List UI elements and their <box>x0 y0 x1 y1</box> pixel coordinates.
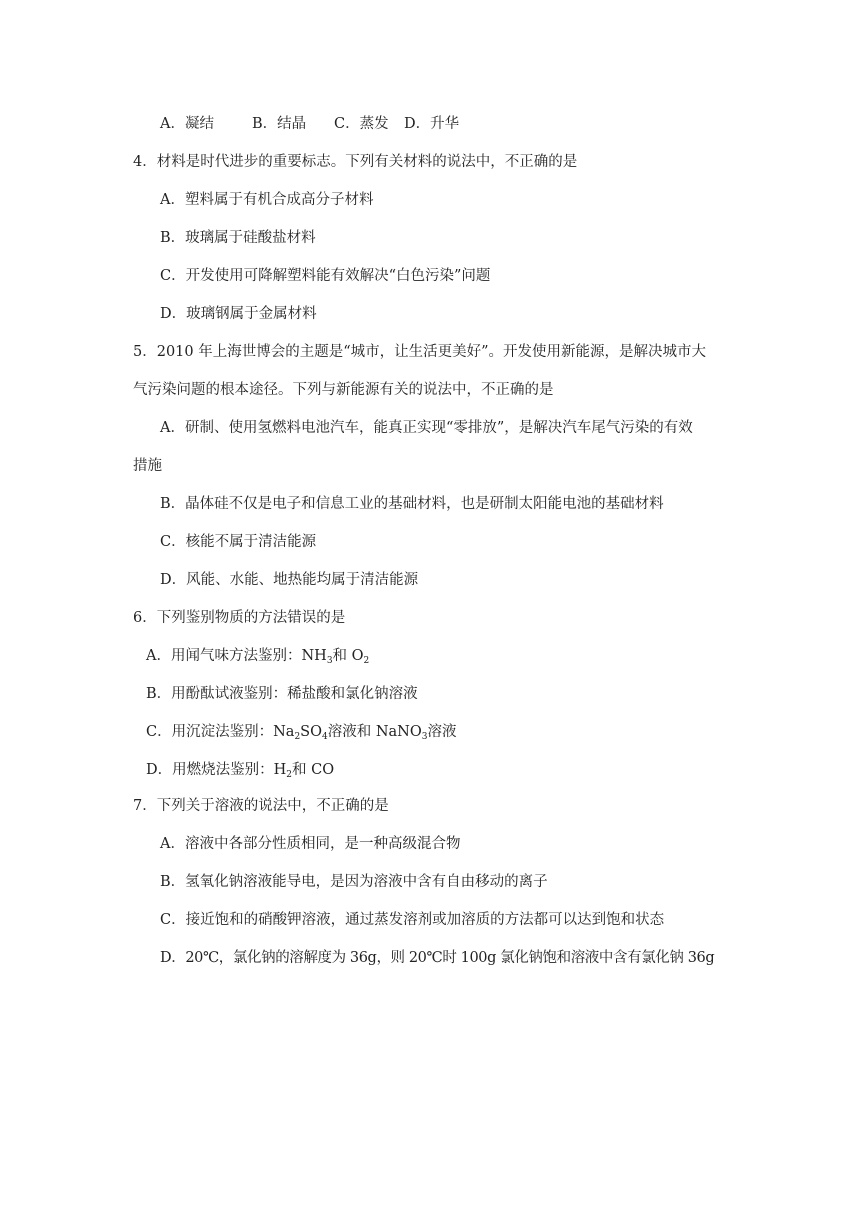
q7-stem: 7．下列关于溶液的说法中，不正确的是 <box>133 798 389 814</box>
q4-option-c: C．开发使用可降解塑料能有效解决“白色污染”问题 <box>160 268 491 284</box>
q6-option-b: B．用酚酞试液鉴别：稀盐酸和氯化钠溶液 <box>146 686 418 702</box>
q3-options <box>160 114 459 134</box>
q5-option-a-line2: 措施 <box>133 458 162 474</box>
q6-option-a <box>146 646 369 666</box>
subscript: 2 <box>294 732 301 742</box>
q6-stem: 6．下列鉴别物质的方法错误的是 <box>133 610 346 626</box>
q6-option-d-text: 和 CO <box>292 762 335 778</box>
q4-option-d: D．玻璃钢属于金属材料 <box>160 306 317 322</box>
subscript: 4 <box>322 732 328 742</box>
subscript: 3 <box>421 732 428 742</box>
q3-option-c: C．蒸发 <box>334 116 389 132</box>
q6-option-c-text: C．用沉淀法鉴别：Na <box>146 724 295 740</box>
q6-option-a-text: A．用闻气味方法鉴别：NH <box>146 648 327 664</box>
q4-option-a: A．塑料属于有机合成高分子材料 <box>160 192 374 208</box>
q5-option-d: D．风能、水能、地热能均属于清洁能源 <box>160 572 419 588</box>
q4-option-b: B．玻璃属于硅酸盐材料 <box>160 230 316 246</box>
q6-option-c <box>146 722 457 742</box>
q5-option-b: B．晶体硅不仅是电子和信息工业的基础材料，也是研制太阳能电池的基础材料 <box>160 496 664 512</box>
q6-option-a-text: 和 O <box>332 648 364 664</box>
q5-stem-line1: 5．2010 年上海世博会的主题是“城市，让生活更美好”。开发使用新能源，是解决城市大 <box>133 344 707 360</box>
q3-option-a: A．凝结 <box>160 116 214 132</box>
q7-option-d: D．20℃，氯化钠的溶解度为 36g，则 20℃时 100g 氯化钠饱和溶液中含有氯化钠 36g <box>160 950 715 966</box>
q7-option-c: C．接近饱和的硝酸钾溶液，通过蒸发溶剂或加溶质的方法都可以达到饱和状态 <box>160 912 665 928</box>
q3-option-d: D．升华 <box>404 116 460 132</box>
q7-option-a: A．溶液中各部分性质相同，是一种高级混合物 <box>160 836 461 852</box>
q6-option-c-text: SO <box>300 724 322 740</box>
q6-option-d <box>146 760 334 780</box>
q5-stem-line2: 气污染问题的根本途径。下列与新能源有关的说法中，不正确的是 <box>133 382 554 398</box>
q6-option-c-text: 溶液 <box>427 724 457 740</box>
q5-option-c: C．核能不属于清洁能源 <box>160 534 317 550</box>
subscript: 2 <box>363 656 370 666</box>
q4-stem: 4．材料是时代进步的重要标志。下列有关材料的说法中，不正确的是 <box>133 154 578 170</box>
q5-option-a-line1: A．研制、使用氢燃料电池汽车，能真正实现“零排放”，是解决汽车尾气污染的有效 <box>160 420 693 436</box>
subscript: 3 <box>326 656 333 666</box>
q3-option-b: B．结晶 <box>252 116 307 132</box>
q7-option-b: B．氢氧化钠溶液能导电，是因为溶液中含有自由移动的离子 <box>160 874 548 890</box>
subscript: 2 <box>286 770 293 780</box>
q6-option-d-text: D．用燃烧法鉴别：H <box>146 762 287 778</box>
q6-option-c-text: 溶液和 NaNO <box>327 724 422 740</box>
